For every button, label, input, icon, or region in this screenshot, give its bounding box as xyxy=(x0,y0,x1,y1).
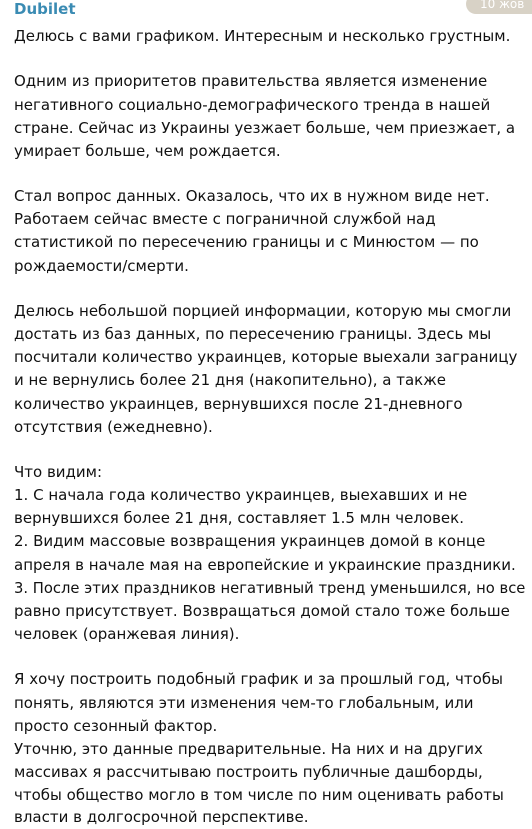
message-line: 3. После этих праздников негативный тренд уменьшился, но все xyxy=(14,580,526,597)
message-line: Что видим: xyxy=(14,463,103,481)
message-line: просто сезонный фактор. xyxy=(14,717,218,735)
message-line: достать из баз данных, по пересечению границы. Здесь мы xyxy=(14,325,492,343)
message-line: чтобы общество могло в том числе по ним оценивать работы xyxy=(14,786,504,804)
message-line: равно присутствует. Возвращаться домой стало тоже больше xyxy=(14,602,510,620)
message-line: Работаем сейчас вместе с пограничной службой над xyxy=(14,210,436,228)
message-line: негативного социально-демографического тренда в нашей xyxy=(14,96,491,114)
message-line: апреля в начале мая на европейские и украинские праздники. xyxy=(14,556,516,574)
message-line: Я хочу построить подобный график и за прошлый год, чтобы xyxy=(14,670,503,688)
message-line: 1. С начала года количество украинцев, выехавших и не xyxy=(14,486,468,504)
message-line: умирает больше, чем рождается. xyxy=(14,142,281,160)
message-line: 2. Видим массовые возвращения украинцев домой в конце xyxy=(14,532,486,550)
message-line: Уточню, это данные предварительные. На них и на других xyxy=(14,740,483,758)
message-line: посчитали количество украинцев, которые выехали заграницу xyxy=(14,348,518,366)
message-line: рождаемости/смерти. xyxy=(14,257,189,275)
message-line: стране. Сейчас из Украины уезжает больше, чем приезжает, а xyxy=(14,119,516,137)
message-line: Делюсь с вами графиком. Интересным и несколько грустным. xyxy=(14,27,511,45)
message-line: количество украинцев, вернувшихся после 21-дневного xyxy=(14,395,463,413)
date-chip: 10 жов xyxy=(466,0,532,14)
message-line: Одним из приоритетов правительства является изменение xyxy=(14,72,488,90)
message-line: статистикой по пересечению границы и с Минюстом — по xyxy=(14,233,479,251)
message-line: Стал вопрос данных. Оказалось, что их в нужном виде нет. xyxy=(14,187,490,205)
message-line: вернувшихся более 21 дня, составляет 1.5 млн человек. xyxy=(14,509,464,527)
sender-name[interactable]: Dubilet xyxy=(14,0,76,18)
message-line: массивах я рассчитываю построить публичные дашборды, xyxy=(14,763,483,781)
message-line: понять, являются эти изменения чем-то глобальным, или xyxy=(14,694,474,712)
message-line: и не вернулись более 21 дня (накопительно), а также xyxy=(14,371,446,389)
message-line: Делюсь небольшой порцией информации, которую мы смогли xyxy=(14,302,512,320)
message-line: власти в долгосрочной перспективе. xyxy=(14,808,309,826)
message-line: отсутствия (ежедневно). xyxy=(14,418,213,436)
message-line: человек (оранжевая линия). xyxy=(14,625,240,643)
